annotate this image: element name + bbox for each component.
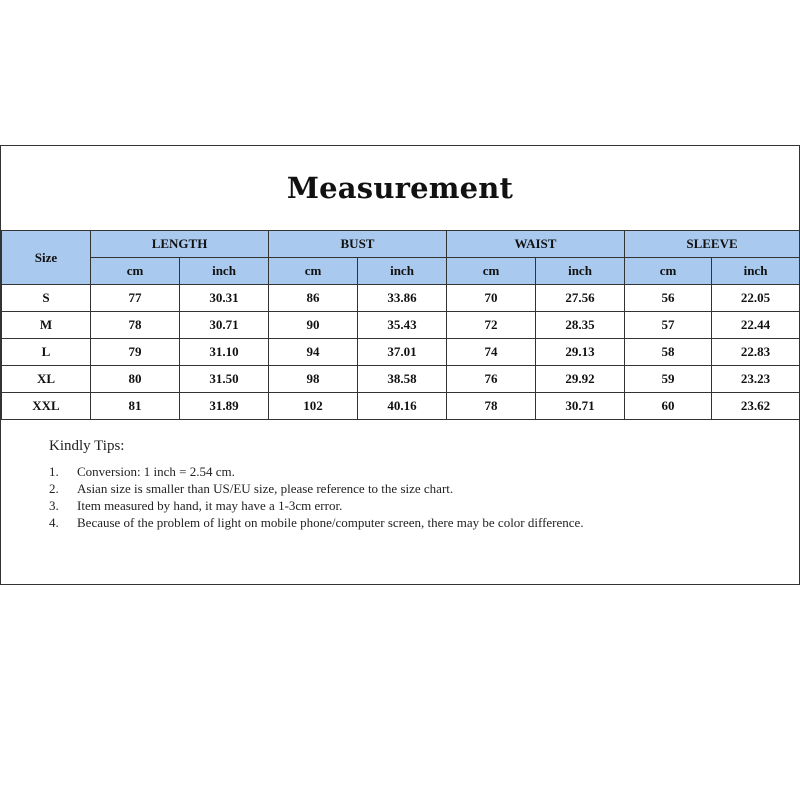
kindly-tips bbox=[49, 438, 749, 531]
table-cell: 30.71 bbox=[180, 312, 269, 339]
table-cell: 78 bbox=[447, 393, 536, 420]
table-cell: 40.16 bbox=[358, 393, 447, 420]
table-cell: 22.83 bbox=[712, 339, 800, 366]
size-table bbox=[1, 230, 800, 420]
list-item bbox=[49, 463, 749, 480]
table-cell: 59 bbox=[625, 366, 712, 393]
table-cell: 38.58 bbox=[358, 366, 447, 393]
tip-number: 2. bbox=[49, 481, 59, 496]
table-cell: 23.23 bbox=[712, 366, 800, 393]
tip-number: 1. bbox=[49, 464, 59, 479]
table-cell: 37.01 bbox=[358, 339, 447, 366]
table-cell: 78 bbox=[91, 312, 180, 339]
table-cell: 98 bbox=[269, 366, 358, 393]
length-header: LENGTH bbox=[91, 231, 269, 258]
size-cell: XXL bbox=[2, 393, 91, 420]
table-cell: 80 bbox=[91, 366, 180, 393]
table-cell: 60 bbox=[625, 393, 712, 420]
list-item bbox=[49, 480, 749, 497]
table-cell: 74 bbox=[447, 339, 536, 366]
list-item bbox=[49, 514, 749, 531]
tips-list bbox=[49, 463, 749, 531]
table-cell: 58 bbox=[625, 339, 712, 366]
tip-text: Because of the problem of light on mobile phone/computer screen, there may be color difference. bbox=[77, 515, 584, 530]
table-cell: 22.44 bbox=[712, 312, 800, 339]
tip-text: Asian size is smaller than US/EU size, please reference to the size chart. bbox=[77, 481, 454, 496]
table-row bbox=[2, 339, 800, 366]
unit-inch-header: inch bbox=[180, 258, 269, 285]
table-cell: 31.10 bbox=[180, 339, 269, 366]
table-cell: 72 bbox=[447, 312, 536, 339]
measurement-sheet bbox=[0, 145, 800, 585]
table-cell: 76 bbox=[447, 366, 536, 393]
size-cell: S bbox=[2, 285, 91, 312]
table-cell: 31.50 bbox=[180, 366, 269, 393]
table-cell: 30.71 bbox=[536, 393, 625, 420]
table-cell: 30.31 bbox=[180, 285, 269, 312]
table-row bbox=[2, 366, 800, 393]
table-cell: 33.86 bbox=[358, 285, 447, 312]
table-cell: 86 bbox=[269, 285, 358, 312]
unit-cm-header: cm bbox=[91, 258, 180, 285]
table-cell: 81 bbox=[91, 393, 180, 420]
bust-header: BUST bbox=[269, 231, 447, 258]
table-cell: 90 bbox=[269, 312, 358, 339]
table-row bbox=[2, 285, 800, 312]
table-cell: 70 bbox=[447, 285, 536, 312]
unit-cm-header: cm bbox=[625, 258, 712, 285]
unit-inch-header: inch bbox=[536, 258, 625, 285]
tip-number: 3. bbox=[49, 498, 59, 513]
table-row bbox=[2, 312, 800, 339]
size-cell: L bbox=[2, 339, 91, 366]
table-cell: 77 bbox=[91, 285, 180, 312]
table-cell: 29.92 bbox=[536, 366, 625, 393]
table-cell: 102 bbox=[269, 393, 358, 420]
unit-cm-header: cm bbox=[269, 258, 358, 285]
tips-title: Kindly Tips: bbox=[49, 438, 125, 454]
tip-number: 4. bbox=[49, 515, 59, 530]
table-cell: 79 bbox=[91, 339, 180, 366]
table-cell: 23.62 bbox=[712, 393, 800, 420]
size-column-header: Size bbox=[2, 231, 91, 285]
tip-text: Item measured by hand, it may have a 1-3cm error. bbox=[77, 498, 343, 513]
table-cell: 35.43 bbox=[358, 312, 447, 339]
tip-text: Conversion: 1 inch = 2.54 cm. bbox=[77, 464, 235, 479]
sleeve-header: SLEEVE bbox=[625, 231, 800, 258]
waist-header: WAIST bbox=[447, 231, 625, 258]
size-cell: XL bbox=[2, 366, 91, 393]
table-cell: 31.89 bbox=[180, 393, 269, 420]
page-title: Measurement bbox=[286, 171, 514, 205]
table-cell: 28.35 bbox=[536, 312, 625, 339]
table-cell: 56 bbox=[625, 285, 712, 312]
size-cell: M bbox=[2, 312, 91, 339]
table-cell: 94 bbox=[269, 339, 358, 366]
table-cell: 57 bbox=[625, 312, 712, 339]
unit-inch-header: inch bbox=[358, 258, 447, 285]
list-item bbox=[49, 497, 749, 514]
table-cell: 27.56 bbox=[536, 285, 625, 312]
unit-inch-header: inch bbox=[712, 258, 800, 285]
table-cell: 29.13 bbox=[536, 339, 625, 366]
unit-cm-header: cm bbox=[447, 258, 536, 285]
table-row bbox=[2, 393, 800, 420]
table-cell: 22.05 bbox=[712, 285, 800, 312]
